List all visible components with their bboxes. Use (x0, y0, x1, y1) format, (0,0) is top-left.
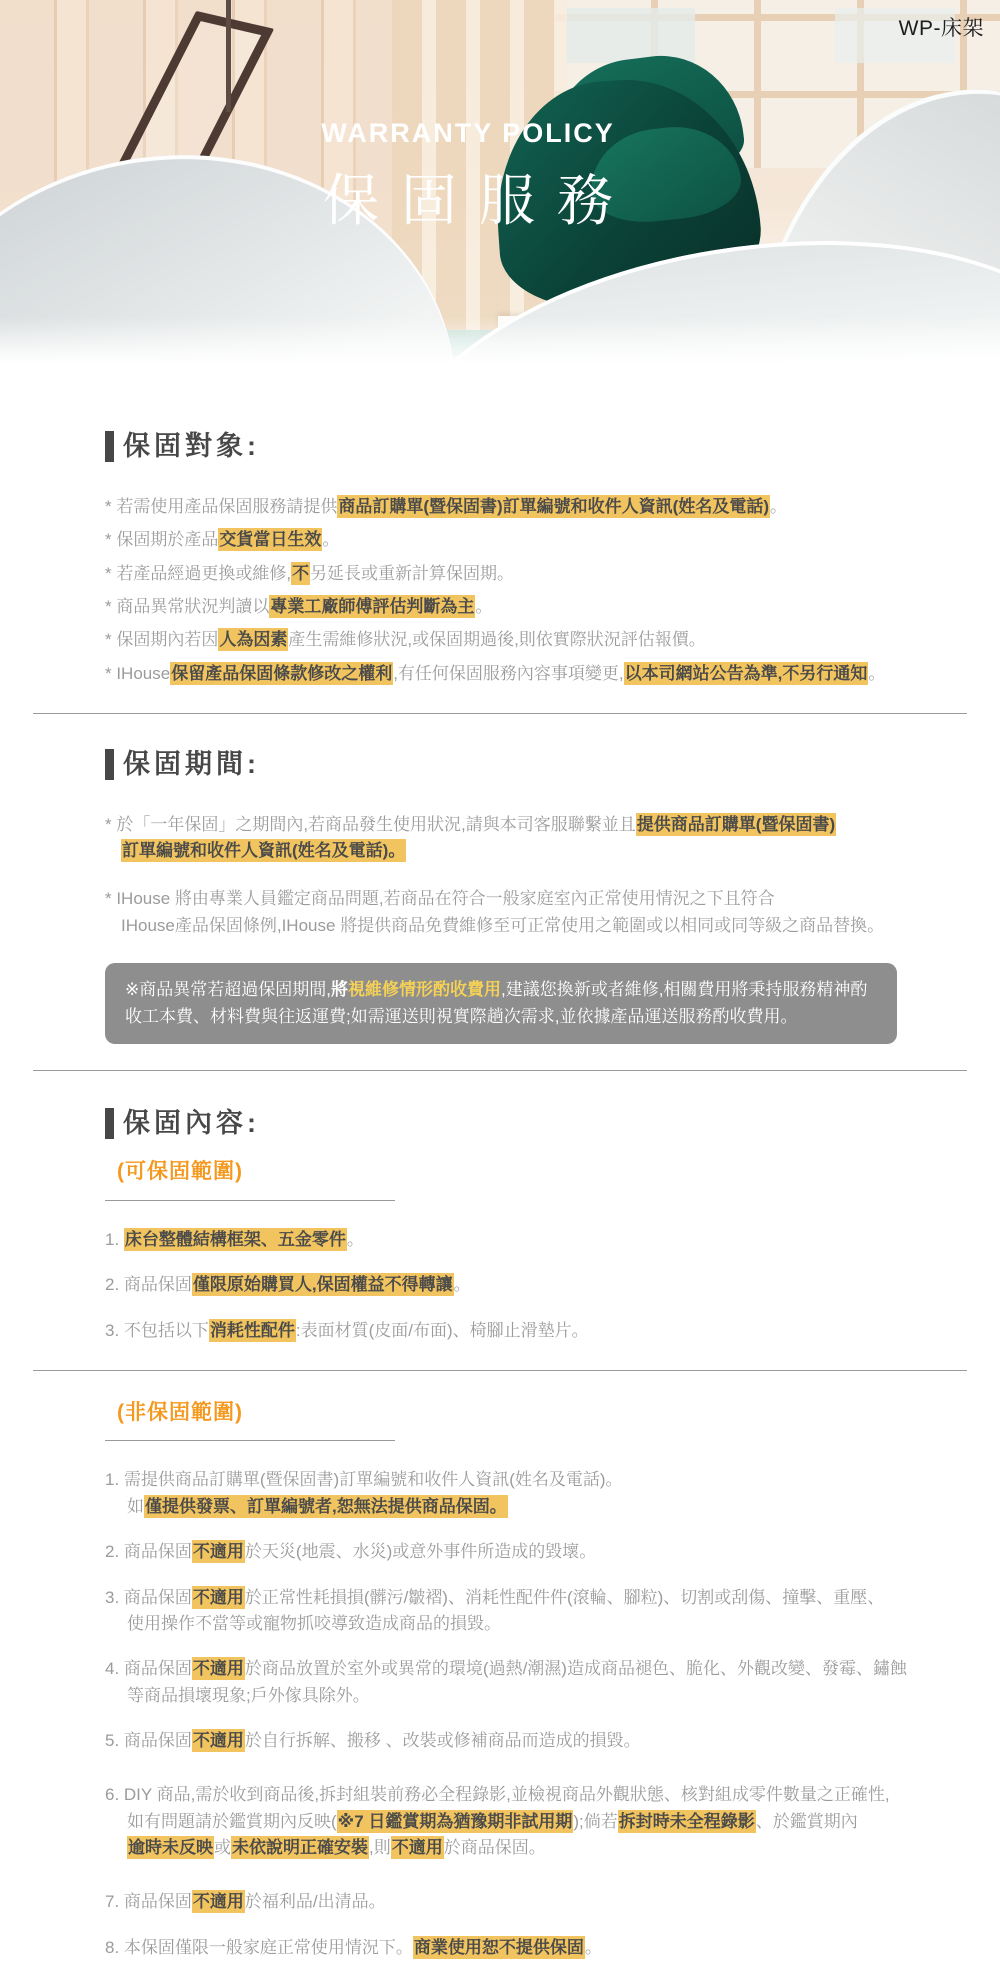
text-segment: 於自行拆解、搬移 、改裝或修補商品而造成的損毀。 (244, 1730, 641, 1750)
text-segment: 逾時未反映 (128, 1837, 213, 1857)
text-segment: 8. 本保固僅限一般家庭正常使用情況下。 (105, 1937, 413, 1957)
list-item (105, 1728, 970, 1754)
text-segment: 1. (105, 1229, 124, 1249)
text-segment: 床台整體結構框架、五金零件 (124, 1229, 346, 1249)
text-segment: IHouse產品保固條例,IHouse 將提供商品免費維修至可正常使用之範圍或以相同或同等級之商品替換。 (121, 915, 885, 935)
text-segment: * 商品異常狀況判讀以 (105, 596, 270, 616)
section-title-text: 保固內容: (123, 1107, 260, 1138)
text-segment: 僅限原始購買人,保固權益不得轉讓 (192, 1275, 453, 1295)
list-item (105, 1467, 970, 1520)
list-item (105, 1272, 970, 1298)
text-segment: * 於「一年保固」之期間內,若商品發生使用狀況,請與本司客服聯繫並且 (105, 814, 636, 834)
text-segment: 5. 商品保固 (105, 1730, 192, 1750)
text-segment: 消耗性配件 (209, 1320, 295, 1340)
item-list (105, 1467, 970, 1960)
text-segment: ,建議您換新或者維修,相關費用將秉持服務精神酌收工本費、材料費與往返運費;如需運送則視實際趟次需求,並依據產品運送服務酌收費用。 (125, 980, 868, 1027)
hero-subtitle: WARRANTY POLICY (321, 118, 615, 148)
text-segment: 保留產品保固條款修改之權利 (171, 663, 393, 683)
glass-pane (565, 8, 695, 63)
text-segment: 。 (770, 496, 787, 516)
text-segment: 於商品保固。 (443, 1837, 546, 1857)
section-non-coverage (0, 1371, 1000, 1961)
text-segment: 於商品放置於室外或異常的環境(過熱/潮濕)造成商品褪色、脆化、外觀改變、發霉、鏽蝕 (244, 1659, 907, 1679)
text-segment: 7. 商品保固 (105, 1892, 192, 1912)
bullet-line (105, 886, 970, 939)
section-divider (33, 1070, 967, 1071)
bullet-line (105, 812, 970, 865)
page-title: 保固服務 (323, 169, 635, 232)
hero-banner (0, 0, 1000, 372)
section-warranty-period (0, 744, 1000, 1044)
bullet-list (105, 494, 970, 687)
text-segment: 4. 商品保固 (105, 1659, 192, 1679)
text-segment: 於天災(地震、水災)或意外事件所造成的毀壞。 (244, 1542, 597, 1562)
text-segment: * IHouse 將由專業人員鑑定商品問題,若商品在符合一般家庭室內正常使用情況之下且符合 (105, 889, 775, 909)
text-segment: 3. 商品保固 (105, 1587, 192, 1607)
text-segment: );倘若 (573, 1811, 618, 1831)
text-segment: 人為因素 (219, 630, 288, 650)
title-bar-accent (105, 749, 114, 780)
text-segment: * 保固期內若因 (105, 630, 219, 650)
title-bar-accent (105, 1108, 114, 1139)
text-segment: 2. 商品保固 (105, 1542, 192, 1562)
text-segment: :表面材質(皮面/布面)、椅腳止滑墊片。 (295, 1320, 589, 1340)
text-segment: 。 (475, 596, 493, 616)
bullet-line (105, 661, 970, 687)
text-segment: 另延長或重新計算保固期。 (310, 563, 515, 583)
section-warranty-coverage (0, 1103, 1000, 1344)
text-segment: ※商品異常若超過保固期間, (125, 980, 331, 1000)
list-item (105, 1656, 970, 1709)
text-segment: 專業工廠師傅評估判斷為主 (270, 596, 475, 616)
text-segment: 如 (127, 1496, 144, 1516)
item-list (105, 1227, 970, 1344)
text-segment: 提供商品訂購單(暨保固書) (636, 814, 836, 834)
bullet-line (105, 561, 970, 587)
text-segment: 拆封時未全程錄影 (618, 1811, 755, 1831)
text-segment: 不適用 (192, 1587, 244, 1607)
text-segment: 商品訂購單(暨保固書)訂單編號和收件人資訊(姓名及電話) (338, 496, 769, 516)
section-title-text: 保固期間: (123, 748, 260, 779)
text-segment: 視維修情形酌收費用 (347, 980, 501, 1000)
text-segment: 1. 需提供商品訂購單(暨保固書)訂單編號和收件人資訊(姓名及電話)。 (105, 1470, 623, 1490)
hero-bottom-fade (0, 317, 1000, 372)
text-segment: 。 (346, 1229, 364, 1249)
text-segment: 、於鑑賞期內 (755, 1811, 858, 1831)
text-segment: 如有問題請於鑑賞期內反映( (127, 1811, 337, 1831)
text-segment: 。 (868, 663, 886, 683)
text-segment: 僅提供發票、訂單編號者,恕無法提供商品保固。 (145, 1496, 507, 1516)
text-segment: 將 (330, 980, 348, 1000)
text-segment: 等商品損壞現象;戶外傢具除外。 (127, 1685, 370, 1705)
section-warranty-target (0, 426, 1000, 687)
text-segment: 。 (322, 530, 340, 550)
text-segment: * 若產品經過更換或維修, (105, 563, 292, 583)
fee-note-box (105, 963, 897, 1043)
text-segment: 產生需維修狀況,或保固期過後,則依實際狀況評估報價。 (288, 630, 706, 650)
section-title-text: 保固對象: (123, 431, 260, 461)
text-segment: 。 (453, 1275, 471, 1295)
section-title (105, 744, 970, 786)
text-segment: 未依說明正確安裝 (232, 1837, 368, 1857)
text-segment: 於正常性耗損損(髒污/皺褶)、消耗性配件件(滾輪、腳粒)、切割或刮傷、撞擊、重壓、 (244, 1587, 885, 1607)
list-item (105, 1318, 970, 1344)
text-segment: 以本司網站公告為準,不另行通知 (624, 663, 868, 683)
list-item (105, 1935, 970, 1961)
title-bar-accent (105, 431, 114, 462)
text-segment: 商業使用恕不提供保固 (413, 1937, 584, 1957)
text-segment: 不適用 (391, 1837, 443, 1857)
text-segment: 不 (292, 563, 310, 583)
text-segment: 3. 不包括以下 (105, 1320, 209, 1340)
text-segment: 使用操作不當等或寵物抓咬導致造成商品的損毀。 (127, 1613, 501, 1633)
text-segment: 不適用 (192, 1659, 244, 1679)
text-segment: 6. DIY 商品,需於收到商品後,拆封組裝前務必全程錄影,並檢視商品外觀狀態、核對組成零件數量之正確性, (105, 1785, 890, 1805)
text-segment: * 保固期於產品 (105, 530, 219, 550)
list-item (105, 1889, 970, 1915)
non-coverage-range-label: (非保固範圍) (105, 1397, 395, 1442)
text-segment: ,有任何保固服務內容事項變更, (393, 663, 624, 683)
text-segment: 訂單編號和收件人資訊(姓名及電話)。 (122, 841, 406, 861)
list-item (105, 1782, 970, 1861)
text-segment: ※7 日鑑賞期為猶豫期非試用期 (337, 1811, 573, 1831)
section-divider (33, 713, 967, 714)
text-segment: ,則 (369, 1837, 391, 1857)
text-segment: * 若需使用產品保固服務請提供 (105, 496, 338, 516)
list-item (105, 1227, 970, 1253)
bullet-line (105, 627, 970, 653)
text-segment: 交貨當日生效 (219, 530, 322, 550)
list-item (105, 1539, 970, 1565)
hero-text-block (118, 118, 818, 237)
list-item (105, 1585, 970, 1638)
coverage-range-label: (可保固範圍) (105, 1156, 395, 1201)
text-segment: 。 (584, 1937, 602, 1957)
section-title (105, 1103, 970, 1145)
bullet-line (105, 594, 970, 620)
bullet-line (105, 527, 970, 553)
text-segment: * IHouse (105, 663, 171, 683)
door-handle-bar (226, 0, 231, 112)
section-title (105, 426, 970, 468)
text-segment: 不適用 (192, 1542, 244, 1562)
text-segment: 於福利品/出清品。 (244, 1892, 386, 1912)
product-tag: WP-床架 (898, 17, 984, 40)
text-segment: 2. 商品保固 (105, 1275, 192, 1295)
text-segment: 不適用 (192, 1892, 244, 1912)
text-segment: 或 (214, 1837, 231, 1857)
text-segment: 不適用 (192, 1730, 244, 1750)
bullet-list (105, 812, 970, 939)
bullet-line (105, 494, 970, 520)
